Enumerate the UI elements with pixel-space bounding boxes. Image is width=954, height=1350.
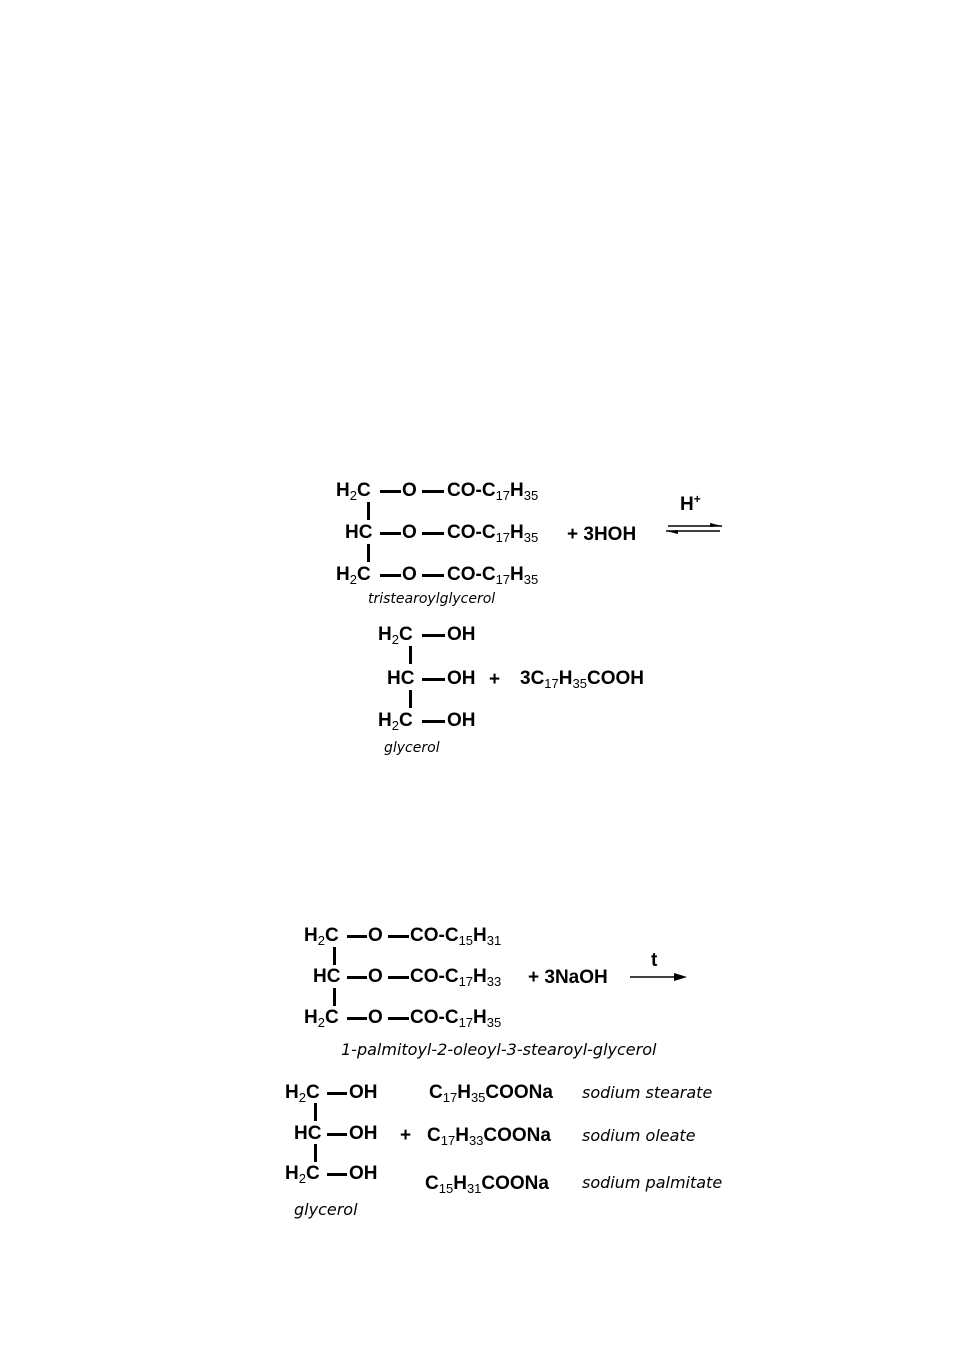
r2-plus: + xyxy=(400,1125,412,1146)
bond xyxy=(327,1133,347,1136)
r1-o1: O xyxy=(402,480,417,501)
g1-c2-label: HC xyxy=(387,668,415,689)
r1-o3: O xyxy=(402,564,417,585)
r1-ester-2: $CO-C_{17}H_{35}$ xyxy=(447,522,539,545)
r1-ester-1: $CO-C_{17}H_{35}$ xyxy=(447,480,539,503)
bond xyxy=(422,678,445,681)
bond xyxy=(388,1017,409,1020)
sodium-palmitate-name: sodium palmitate xyxy=(582,1173,723,1192)
bond xyxy=(380,490,401,493)
glycerol-name-1: glycerol xyxy=(384,740,440,756)
r2-ester-stearoyl: $CO-C_{17}H_{35}$ xyxy=(410,1007,502,1030)
sodium-stearate-name: sodium stearate xyxy=(582,1083,713,1102)
bond xyxy=(327,1173,347,1176)
bond xyxy=(347,976,367,979)
r1-plus: + xyxy=(489,669,501,690)
r1-c1-label: $H_2C$ xyxy=(336,480,371,503)
equilibrium-arrow-icon xyxy=(664,523,724,535)
r2-ester-oleoyl: $CO-C_{17}H_{33}$ xyxy=(410,966,502,989)
r2-ester-palmitoyl: $CO-C_{15}H_{31}$ xyxy=(410,925,502,948)
sodium-stearate-formula: $C_{17}H_{35}COONa$ xyxy=(429,1082,553,1105)
bond xyxy=(333,988,336,1006)
bond xyxy=(422,634,445,637)
mixed-triglyceride-name: 1-palmitoyl-2-oleoyl-3-stearoyl-glycerol xyxy=(341,1040,657,1059)
bond xyxy=(422,574,444,577)
bond xyxy=(380,574,401,577)
bond xyxy=(388,976,409,979)
r2-c2-label: HC xyxy=(313,966,341,987)
bond xyxy=(422,532,444,535)
tristearoylglycerol-name: tristearoylglycerol xyxy=(368,591,496,607)
bond xyxy=(422,720,445,723)
bond xyxy=(422,490,444,493)
r1-c3-label: $H_2C$ xyxy=(336,564,371,587)
g2-oh1: OH xyxy=(349,1082,378,1103)
bond xyxy=(367,502,370,520)
g1-oh3: OH xyxy=(447,710,476,731)
reaction-arrow-icon xyxy=(630,972,688,982)
stearic-acid-formula: $3C_{17}H_{35}COOH$ xyxy=(520,668,644,691)
glycerol-name-2: glycerol xyxy=(294,1200,358,1219)
bond xyxy=(409,690,412,708)
g1-oh1: OH xyxy=(447,624,476,645)
sodium-oleate-formula: $C_{17}H_{33}COONa$ xyxy=(427,1125,551,1148)
bond xyxy=(409,646,412,664)
r2-o2: O xyxy=(368,966,383,987)
r1-reagent-water: + 3HOH xyxy=(567,524,637,545)
g1-c3-label: $H_2C$ xyxy=(378,710,413,733)
g1-oh2: OH xyxy=(447,668,476,689)
r2-o3: O xyxy=(368,1007,383,1028)
bond xyxy=(380,532,401,535)
bond xyxy=(367,544,370,562)
bond xyxy=(333,947,336,965)
r2-condition-heat: t xyxy=(651,950,658,971)
g2-oh2: OH xyxy=(349,1123,378,1144)
r2-c3-label: $H_2C$ xyxy=(304,1007,339,1030)
r1-o2: O xyxy=(402,522,417,543)
bond xyxy=(347,1017,367,1020)
bond xyxy=(388,935,409,938)
r2-c1-label: $H_2C$ xyxy=(304,925,339,948)
r1-catalyst-acid: H+ xyxy=(680,492,701,515)
sodium-oleate-name: sodium oleate xyxy=(582,1126,696,1145)
g1-c1-label: $H_2C$ xyxy=(378,624,413,647)
bond xyxy=(327,1092,347,1095)
g2-oh3: OH xyxy=(349,1163,378,1184)
g2-c2-label: HC xyxy=(294,1123,322,1144)
r1-ester-3: $CO-C_{17}H_{35}$ xyxy=(447,564,539,587)
r2-reagent-naoh: + 3NaOH xyxy=(528,967,608,988)
g2-c1-label: $H_2C$ xyxy=(285,1082,320,1105)
sodium-palmitate-formula: $C_{15}H_{31}COONa$ xyxy=(425,1173,549,1196)
bond xyxy=(314,1103,317,1121)
r2-o1: O xyxy=(368,925,383,946)
r1-c2-label: HC xyxy=(345,522,373,543)
g2-c3-label: $H_2C$ xyxy=(285,1163,320,1186)
bond xyxy=(347,935,367,938)
bond xyxy=(314,1144,317,1162)
